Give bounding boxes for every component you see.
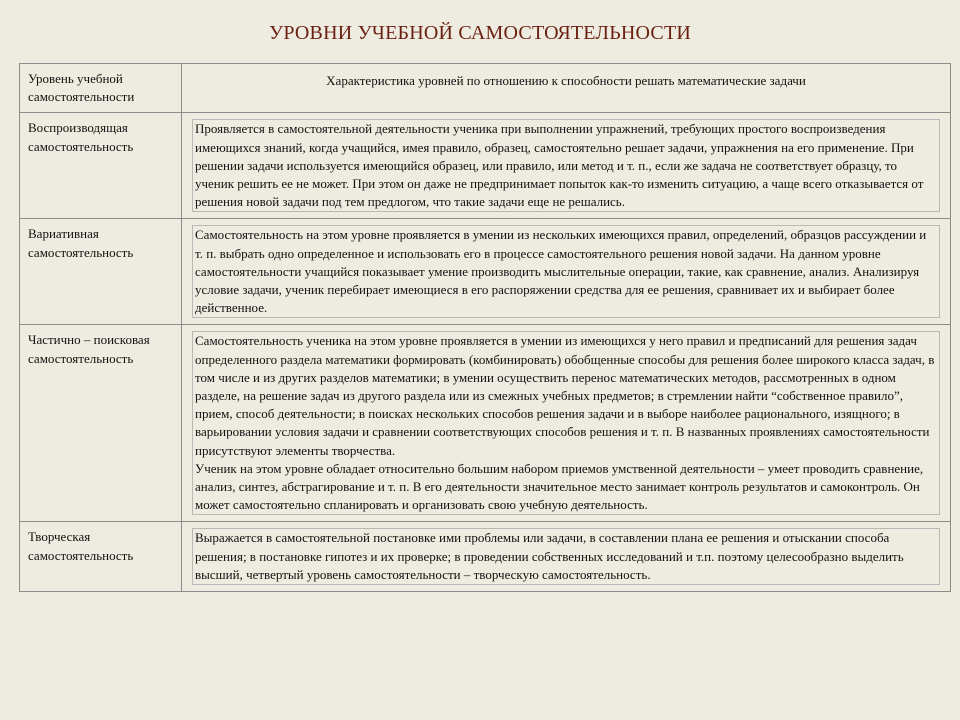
header-description-cell: Характеристика уровней по отношению к способности решать математические задачи <box>182 64 951 113</box>
description-paragraph: Выражается в самостоятельной постановке ими проблемы или задачи, в составлении плана ее решения и отыскании способа решения; в постановке гипотез и их проверке; в проведении собственных исследований и т.п. поэтому целесообразно выделить высший, четвертый уровень самостоятельности – творческую самостоятельность. <box>195 530 904 582</box>
header-level-cell: Уровень учебной самостоятельности <box>20 64 182 113</box>
page-title: УРОВНИ УЧЕБНОЙ САМОСТОЯТЕЛЬНОСТИ <box>268 22 692 44</box>
table-header-row <box>20 64 951 113</box>
description-paragraph: Ученик на этом уровне обладает относительно большим набором приемов умственной деятельности – умеет проводить сравнение, анализ, синтез, абстрагирование и т. п. В его деятельности значительное место занимает контроль результатов и самоконтроль. Он может самостоятельно спланировать и организовать свою учебную деятельность. <box>195 460 924 513</box>
description-paragraph: Проявляется в самостоятельной деятельности ученика при выполнении упражнений, требующих простого воспроизведения имеющихся знаний, когда учащийся, имея правило, образец, самостоятельно решает задачи, упражнения на его применение. При решении задачи используется имеющийся образец, или правило, или метод и т. п., если же задача не соответствует образцу, то ученик решить ее не может. При этом он даже не предпринимает попыток как-то изменить ситуацию, а чаще всего отказывается от решения новой задачи под тем предлогом, что такие задачи еще не решались. <box>195 121 924 210</box>
table-row <box>20 522 951 592</box>
level-name-cell: Творческая самостоятельность <box>20 522 182 592</box>
level-name-cell: Воспроизводящая самостоятельность <box>20 113 182 219</box>
description-box <box>192 528 940 585</box>
table-row <box>20 219 951 325</box>
description-box <box>192 119 940 212</box>
table-row <box>20 113 951 219</box>
level-description-cell <box>182 325 951 522</box>
level-name-cell: Частично – поисковая самостоятельность <box>20 325 182 522</box>
level-description-cell <box>182 522 951 592</box>
levels-table <box>19 63 951 592</box>
description-paragraph: Самостоятельность ученика на этом уровне проявляется в умении из имеющихся у него правил и предписаний для решения задач определенного раздела математики формировать (комбинировать) обобщенные способы для решения более широкого класса задач, в том числе и из других разделов математики; в умении осуществить перенос математических методов, рассмотренных в одном разделе, на решение задач из другого раздела или из смежных учебных предметов; в стремлении найти “собственное правило”, прием, способ деятельности; в поисках нескольких способов решения задачи и в выборе наиболее рационального, изящного; в варьировании условия задачи и сравнении соответствующих способов решения и т. п. В названных проявлениях самостоятельности присутствуют элементы творчества. <box>195 333 935 458</box>
table-row <box>20 325 951 522</box>
description-box <box>192 331 940 515</box>
level-description-cell <box>182 113 951 219</box>
description-paragraph: Самостоятельность на этом уровне проявляется в умении из нескольких имеющихся правил, определений, образцов рассуждении и т. п. выбрать одно определенное и использовать его в процессе самостоятельного решения новой задачи. На данном уровне самостоятельности учащийся показывает умение производить мыслительные операции, такие, как сравнение, анализ. Анализируя условие задачи, ученик перебирает имеющиеся в его распоряжении средства для ее решения, сравнивает их и выбирает более действенное. <box>195 227 927 316</box>
description-box <box>192 225 940 318</box>
level-name-cell: Вариативная самостоятельность <box>20 219 182 325</box>
level-description-cell <box>182 219 951 325</box>
